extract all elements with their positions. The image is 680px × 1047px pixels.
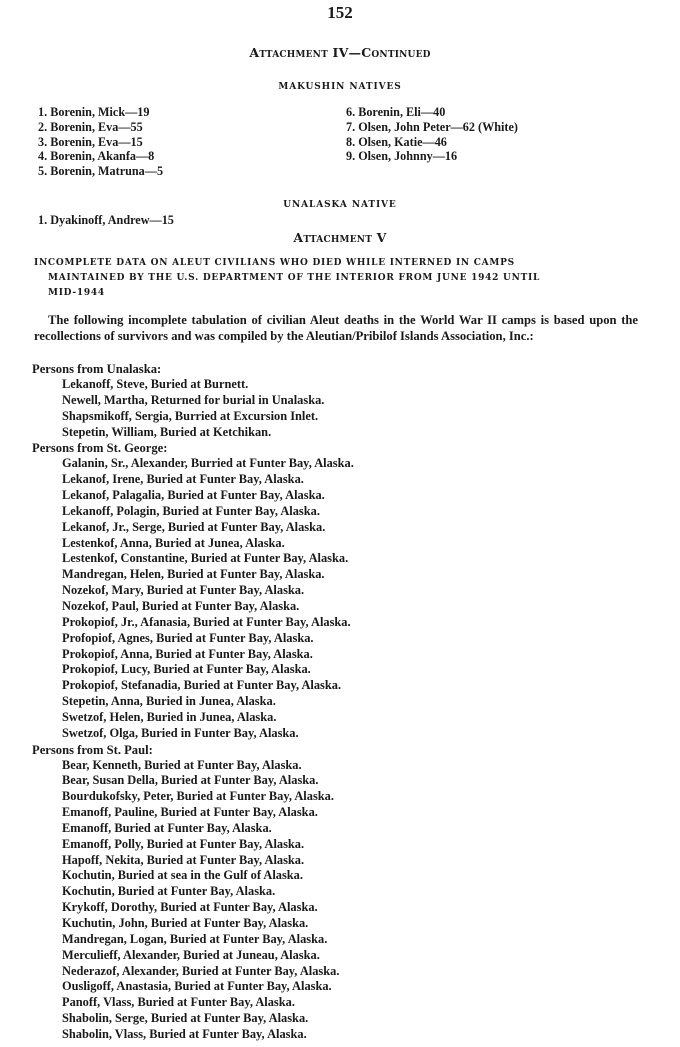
- deaths-list: [32, 361, 652, 1043]
- list-item: Stepetin, William, Buried at Ketchikan.: [62, 424, 272, 439]
- list-item: Galanin, Sr., Alexander, Burried at Funter Bay, Alaska.: [62, 456, 354, 471]
- list-item: Shapsmikoff, Sergia, Burried at Excursion Inlet.: [62, 408, 319, 423]
- list-item: Kochutin, Buried at Funter Bay, Alaska.: [62, 884, 276, 899]
- makushin-left-column: [38, 105, 163, 179]
- makushin-right-column: [346, 105, 518, 164]
- group-st-paul-entries: [32, 758, 652, 1043]
- list-item: Shabolin, Serge, Buried at Funter Bay, Alaska.: [62, 1011, 309, 1026]
- list-item: Emanoff, Polly, Buried at Funter Bay, Alaska.: [62, 836, 305, 851]
- list-item: Lekanof, Jr., Serge, Buried at Funter Bay, Alaska.: [62, 519, 326, 534]
- list-item: Swetzof, Olga, Buried in Funter Bay, Alaska.: [62, 725, 299, 740]
- list-item: Panoff, Vlass, Buried at Funter Bay, Alaska.: [62, 995, 295, 1010]
- list-item: Merculieff, Alexander, Buried at Juneau, Alaska.: [62, 947, 320, 962]
- attachment-v-heading: Attachment V: [293, 230, 387, 245]
- list-item: Stepetin, Anna, Buried in Junea, Alaska.: [62, 694, 276, 709]
- list-item: Ousligoff, Anastasia, Buried at Funter Bay, Alaska.: [62, 979, 332, 994]
- list-item: Lekanoff, Steve, Buried at Burnett.: [62, 377, 249, 391]
- list-item: Krykoff, Dorothy, Buried at Funter Bay, Alaska.: [62, 900, 318, 915]
- makushin-entry: 4. Borenin, Akanfa—8: [38, 149, 155, 164]
- list-item: Lekanof, Palagalia, Buried at Funter Bay, Alaska.: [62, 488, 325, 503]
- group-label-st-george: Persons from St. George:: [32, 441, 168, 456]
- attachment-v-title-line-2: MAINTAINED BY THE U.S. DEPARTMENT OF THE INTERIOR FROM JUNE 1942 UNTIL: [48, 273, 541, 283]
- list-item: Nederazof, Alexander, Buried at Funter Bay, Alaska.: [62, 963, 340, 978]
- page-number: 152: [327, 3, 353, 22]
- group-st-george-entries: [32, 456, 652, 741]
- makushin-entry: 8. Olsen, Katie—46: [346, 134, 447, 149]
- list-item: Kochutin, Buried at sea in the Gulf of Alaska.: [62, 868, 303, 883]
- list-item: Kuchutin, John, Buried at Funter Bay, Alaska.: [62, 916, 309, 930]
- list-item: Bourdukofsky, Peter, Buried at Funter Bay, Alaska.: [62, 789, 334, 804]
- group-label-st-paul: Persons from St. Paul:: [32, 742, 153, 757]
- list-item: Nozekof, Paul, Buried at Funter Bay, Alaska.: [62, 598, 300, 613]
- list-item: Lestenkof, Constantine, Buried at Funter Bay, Alaska.: [62, 551, 349, 566]
- attachment-v-title-line-1: INCOMPLETE DATA ON ALEUT CIVILIANS WHO DIED WHILE INTERNED IN CAMPS: [34, 258, 515, 268]
- list-item: Newell, Martha, Returned for burial in Unalaska.: [62, 392, 325, 407]
- unalaska-native-title: UNALASKA NATIVE: [283, 200, 397, 210]
- list-item: Emanoff, Pauline, Buried at Funter Bay, Alaska.: [62, 805, 318, 820]
- list-item: Nozekof, Mary, Buried at Funter Bay, Alaska.: [62, 583, 305, 598]
- list-item: Mandregan, Helen, Buried at Funter Bay, Alaska.: [62, 567, 325, 582]
- list-item: Shabolin, Vlass, Buried at Funter Bay, Alaska.: [62, 1026, 307, 1041]
- makushin-entry: 9. Olsen, Johnny—16: [346, 149, 458, 164]
- makushin-entry: 3. Borenin, Eva—15: [38, 134, 143, 149]
- list-item: Profopiof, Agnes, Buried at Funter Bay, Alaska.: [62, 630, 314, 645]
- list-item: Prokopiof, Lucy, Buried at Funter Bay, Alaska.: [62, 662, 311, 677]
- list-item: Lekanof, Irene, Buried at Funter Bay, Alaska.: [62, 472, 304, 487]
- list-item: Prokopiof, Stefanadia, Buried at Funter Bay, Alaska.: [62, 678, 342, 693]
- list-item: Mandregan, Logan, Buried at Funter Bay, Alaska.: [62, 931, 328, 946]
- list-item: Bear, Susan Della, Buried at Funter Bay, Alaska.: [62, 773, 319, 788]
- makushin-natives-title: MAKUSHIN NATIVES: [278, 82, 402, 92]
- list-item: Bear, Kenneth, Buried at Funter Bay, Alaska.: [62, 757, 302, 772]
- list-item: Prokopiof, Jr., Afanasia, Buried at Funter Bay, Alaska.: [62, 614, 351, 629]
- list-item: Lekanoff, Polagin, Buried at Funter Bay, Alaska.: [62, 503, 320, 518]
- attachment-iv-heading: Attachment IV—Continued: [249, 45, 431, 60]
- list-item: Lestenkof, Anna, Buried at Junea, Alaska.: [62, 535, 285, 550]
- group-label-unalaska: Persons from Unalaska:: [32, 362, 162, 376]
- list-item: Hapoff, Nekita, Buried at Funter Bay, Alaska.: [62, 852, 305, 867]
- makushin-entry: 5. Borenin, Matruna—5: [38, 164, 164, 179]
- list-item: Emanoff, Buried at Funter Bay, Alaska.: [62, 820, 272, 835]
- intro-paragraph: The following incomplete tabulation of civilian Aleut deaths in the World War II camps is based upon the recollections of survivors and was compiled by the Aleutian/Pribilof Islands Association, Inc.:: [34, 313, 638, 344]
- group-unalaska-entries: [32, 377, 652, 440]
- attachment-v-title-line-3: MID-1944: [48, 288, 105, 298]
- makushin-entry: 6. Borenin, Eli—40: [346, 105, 446, 119]
- list-item: Prokopiof, Anna, Buried at Funter Bay, Alaska.: [62, 646, 313, 661]
- makushin-entry: 1. Borenin, Mick—19: [38, 105, 150, 119]
- makushin-entry: 7. Olsen, John Peter—62 (White): [346, 119, 518, 134]
- makushin-entry: 2. Borenin, Eva—55: [38, 119, 143, 134]
- unalaska-entry: 1. Dyakinoff, Andrew—15: [38, 213, 174, 227]
- list-item: Swetzof, Helen, Buried in Junea, Alaska.: [62, 709, 277, 724]
